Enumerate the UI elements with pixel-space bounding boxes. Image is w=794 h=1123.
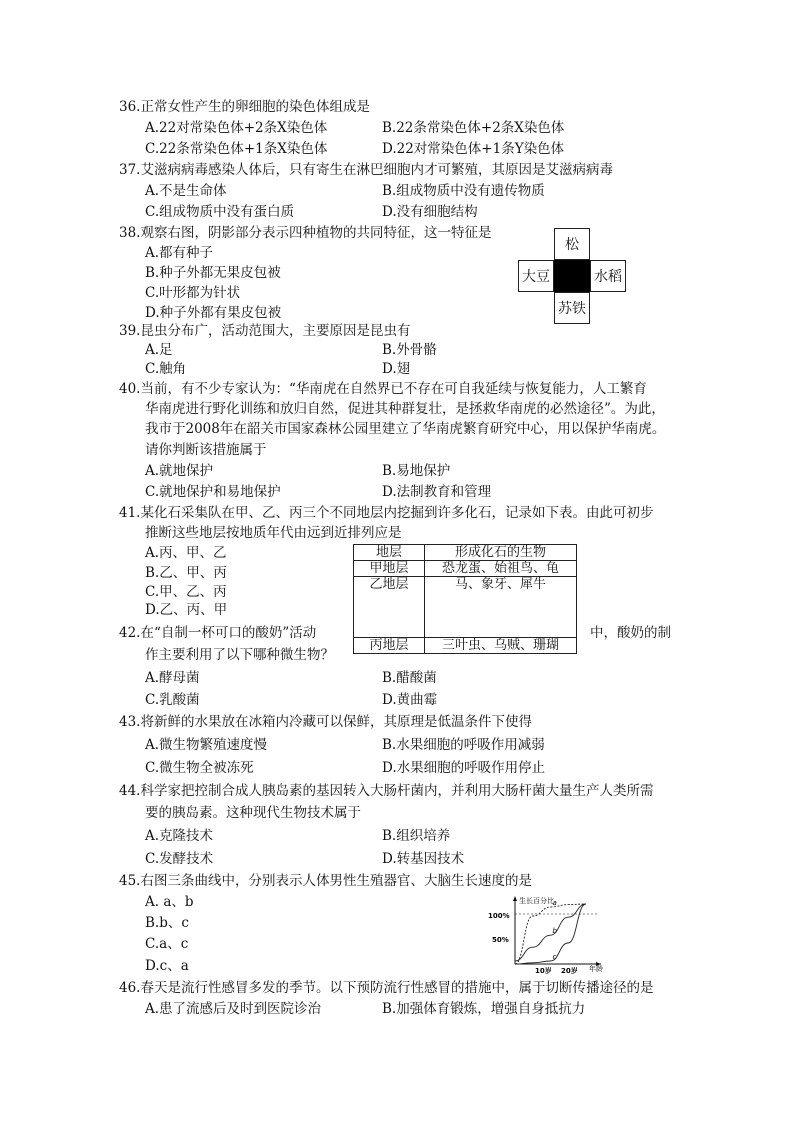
q45-stem: 45.右图三条曲线中，分别表示人体男性生殖器官、大脑生长速度的是	[119, 873, 532, 889]
q46-option-a[interactable]: A.患了流感后及时到医院诊治	[145, 1001, 322, 1017]
q43-option-a[interactable]: A.微生物繁殖速度慢	[145, 737, 268, 753]
q36-option-a[interactable]: A.22对常染色体+2条X染色体	[145, 120, 328, 136]
q43-option-c[interactable]: C.微生物全被冻死	[145, 760, 254, 776]
fossil-table-header	[354, 545, 577, 561]
q45-option-a[interactable]: A. a、b	[145, 894, 194, 910]
header-layer: 地层	[354, 545, 425, 561]
row-fossils: 三叶虫、乌贼、珊瑚	[425, 638, 577, 654]
q45-option-c[interactable]: C.a、c	[145, 936, 189, 952]
series-c-label: c	[552, 953, 557, 961]
table-row	[354, 638, 577, 654]
q42-option-c[interactable]: C.乳酸菌	[145, 692, 200, 708]
q42-stem-line1b: 中，酸奶的制	[590, 625, 671, 641]
q40-option-b[interactable]: B.易地保护	[382, 463, 451, 479]
plant-pine: 松	[554, 228, 590, 260]
growth-chart	[487, 892, 607, 974]
q38-option-b[interactable]: B.种子外都无果皮包被	[145, 265, 281, 281]
x-tick-20: 20岁	[561, 967, 578, 974]
q44-option-d[interactable]: D.转基因技术	[382, 851, 465, 867]
header-fossils: 形成化石的生物	[425, 545, 577, 561]
q46-stem: 46.春天是流行性感冒多发的季节。以下预防流行性感冒的措施中，属于切断传播途径的是	[119, 980, 654, 996]
q38-option-d[interactable]: D.种子外都有果皮包被	[145, 305, 282, 321]
y-axis-label: 生长百分比	[519, 897, 554, 905]
q44-stem-line2: 要的胰岛素。这种现代生物技术属于	[145, 805, 361, 821]
q41-stem-line2: 推断这些地层按地质年代由远到近排列应是	[145, 525, 402, 541]
q40-option-c[interactable]: C.就地保护和易地保护	[145, 484, 281, 500]
q40-option-a[interactable]: A.就地保护	[145, 463, 214, 479]
q37-option-d[interactable]: D.没有细胞结构	[382, 204, 478, 220]
q41-option-b[interactable]: B.乙、甲、丙	[145, 565, 227, 581]
q40-option-d[interactable]: D.法制教育和管理	[382, 484, 492, 500]
q36-option-d[interactable]: D.22对常染色体+1条Y染色体	[382, 141, 565, 157]
q42-stem-line2: 作主要利用了以下哪种微生物？	[145, 647, 334, 663]
q44-option-a[interactable]: A.克隆技术	[145, 828, 214, 844]
row-fossils: 恐龙蛋、始祖鸟、龟	[425, 561, 577, 577]
series-layer	[515, 899, 586, 964]
q42-stem-line1a: 42.在“自制一杯可口的酸奶”活动	[119, 625, 317, 641]
q40-stem-line2: 华南虎进行野化训练和放归自然，促进其种群复壮，是拯救华南虎的必然途径”。为此，	[145, 401, 665, 417]
y-axis-arrow	[513, 896, 517, 901]
q36-stem: 36.正常女性产生的卵细胞的染色体组成是	[119, 99, 370, 115]
row-layer: 乙地层	[354, 577, 425, 638]
q37-stem: 37.艾滋病病毒感染人体后，只有寄生在淋巴细胞内才可繁殖，其原因是艾滋病病毒	[119, 162, 613, 178]
q45-option-b[interactable]: B.b、c	[145, 915, 189, 931]
table-row	[354, 577, 577, 638]
series-a-label: a	[552, 899, 557, 907]
fossil-table	[353, 544, 577, 654]
q38-option-a[interactable]: A.都有种子	[145, 245, 214, 261]
plant-soybean: 大豆	[518, 260, 554, 292]
y-tick-50: 50%	[492, 936, 509, 944]
q41-option-c[interactable]: C.甲、乙、丙	[145, 584, 227, 600]
q40-stem-line4: 请你判断该措施属于	[145, 442, 267, 458]
q46-option-b[interactable]: B.加强体育锻炼，增强自身抵抗力	[382, 1001, 586, 1017]
plant-cycad: 苏铁	[554, 292, 590, 324]
q36-option-c[interactable]: C.22条常染色体+1条X染色体	[145, 141, 328, 157]
q42-option-a[interactable]: A.酵母菌	[145, 670, 200, 686]
q39-option-c[interactable]: C.触角	[145, 361, 187, 377]
q38-option-c[interactable]: C.叶形都为针状	[145, 285, 241, 301]
q42-option-b[interactable]: B.醋酸菌	[382, 670, 437, 686]
q37-option-c[interactable]: C.组成物质中没有蛋白质	[145, 204, 295, 220]
q39-stem: 39.昆虫分布广，活动范围大，主要原因是昆虫有	[119, 323, 411, 339]
shared-feature-shade	[554, 260, 590, 292]
table-row	[354, 561, 577, 577]
q43-option-b[interactable]: B.水果细胞的呼吸作用减弱	[382, 737, 545, 753]
y-tick-100: 100%	[488, 912, 510, 920]
x-axis-label: 年龄	[589, 965, 603, 973]
row-fossils: 马、象牙、犀牛	[425, 577, 577, 638]
q37-option-b[interactable]: B.组成物质中没有遗传物质	[382, 183, 545, 199]
q44-stem-line1: 44.科学家把控制合成人胰岛素的基因转入大肠杆菌内，并利用大肠杆菌大量生产人类所需	[119, 783, 654, 799]
q40-stem-line3: 我市于2008年在韶关市国家森林公园里建立了华南虎繁育研究中心，用以保护华南虎。	[145, 421, 666, 437]
q44-option-c[interactable]: C.发酵技术	[145, 851, 214, 867]
q43-stem: 43.将新鲜的水果放在冰箱内冷藏可以保鲜，其原理是低温条件下使得	[119, 714, 532, 730]
q45-option-d[interactable]: D.c、a	[145, 958, 189, 974]
q41-option-d[interactable]: D.乙、丙、甲	[145, 602, 228, 618]
q43-option-d[interactable]: D.水果细胞的呼吸作用停止	[382, 760, 546, 776]
q39-option-d[interactable]: D.翅	[382, 361, 411, 377]
q38-stem: 38.观察右图，阴影部分表示四种植物的共同特征，这一特征是	[119, 225, 492, 241]
row-layer: 甲地层	[354, 561, 425, 577]
q39-option-a[interactable]: A.足	[145, 342, 173, 358]
q41-stem-line1: 41.某化石采集队在甲、乙、丙三个不同地层内挖掘到许多化石，记录如下表。由此可初步	[119, 505, 654, 521]
q44-option-b[interactable]: B.组织培养	[382, 828, 451, 844]
x-tick-10: 10岁	[535, 967, 552, 974]
q39-option-b[interactable]: B.外骨骼	[382, 342, 437, 358]
q41-option-a[interactable]: A.丙、甲、乙	[145, 545, 227, 561]
q42-option-d[interactable]: D.黄曲霉	[382, 692, 438, 708]
series-b-label: b	[552, 927, 557, 936]
q36-option-b[interactable]: B.22条常染色体+2条X染色体	[382, 120, 565, 136]
plant-rice: 水稻	[590, 260, 626, 292]
q40-stem-line1: 40.当前，有不少专家认为：“华南虎在自然界已不存在可自我延续与恢复能力，人工繁育	[119, 381, 647, 397]
row-layer: 丙地层	[354, 638, 425, 654]
q37-option-a[interactable]: A.不是生命体	[145, 183, 227, 199]
